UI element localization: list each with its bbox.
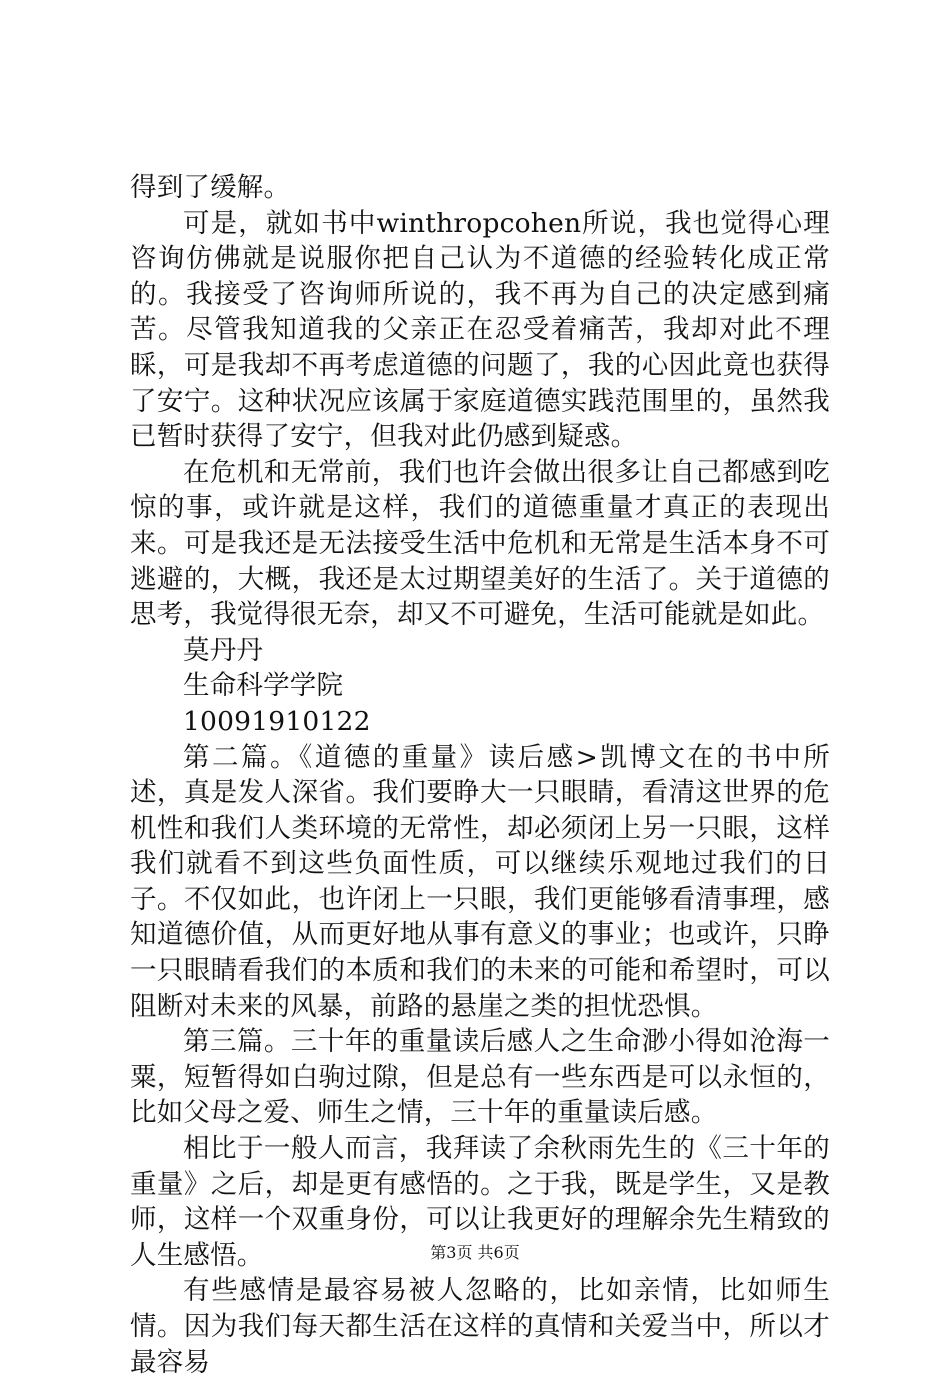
author-department: 生命科学学院 [183, 670, 344, 702]
author-name: 莫丹丹 [183, 634, 264, 666]
document-body [130, 170, 830, 1380]
paragraph: 有些感情是最容易被人忽略的，比如亲情，比如师生情。因为我们每天都生活在这样的真情和关爱当中，所以才最容易 [130, 1275, 830, 1378]
paragraph: 相比于一般人而言，我拜读了余秋雨先生的《三十年的重量》之后，却是更有感悟的。之于我，既是学生，又是教师，这样一个双重身份，可以让我更好的理解余先生精致的人生感悟。 [130, 1133, 830, 1271]
author-student-id: 10091910122 [183, 705, 371, 737]
paragraph: 可是，就如书中winthropcohen所说，我也觉得心理咨询仿佛就是说服你把自己认为不道德的经验转化成正常的。我接受了咨询师所说的，我不再为自己的决定感到痛苦。尽管我知道我的父亲正在忍受着痛苦，我却对此不理睬，可是我却不再考虑道德的问题了，我的心因此竟也获得了安宁。这种状况应该属于家庭道德实践范围里的，虽然我已暂时获得了安宁，但我对此仍感到疑惑。 [130, 207, 830, 453]
paragraph: 在危机和无常前，我们也许会做出很多让自己都感到吃惊的事，或许就是这样，我们的道德重量才真正的表现出来。可是我还是无法接受生活中危机和无常是生活本身不可逃避的，大概，我还是太过期望美好的生活了。关于道德的思考，我觉得很无奈，却又不可避免，生活可能就是如此。 [130, 456, 830, 631]
paragraph: 第二篇。《道德的重量》读后感>凯博文在的书中所述，真是发人深省。我们要睁大一只眼睛，看清这世界的危机性和我们人类环境的无常性，却必须闭上另一只眼，这样我们就看不到这些负面性质，可以继续乐观地过我们的日子。不仅如此，也许闭上一只眼，我们更能够看清事理，感知道德价值，从而更好地从事有意义的事业；也或许，只睁一只眼睛看我们的本质和我们的未来的可能和希望时，可以阻断对未来的风暴，前路的悬崖之类的担忧恐惧。 [130, 741, 830, 1022]
page-number-footer: 第3页 共6页 [430, 1243, 520, 1262]
paragraph: 得到了缓解。 [130, 172, 291, 203]
paragraph: 第三篇。三十年的重量读后感人之生命渺小得如沧海一粟，短暂得如白驹过隙，但是总有一些东西是可以永恒的，比如父母之爱、师生之情，三十年的重量读后感。 [130, 1026, 830, 1129]
